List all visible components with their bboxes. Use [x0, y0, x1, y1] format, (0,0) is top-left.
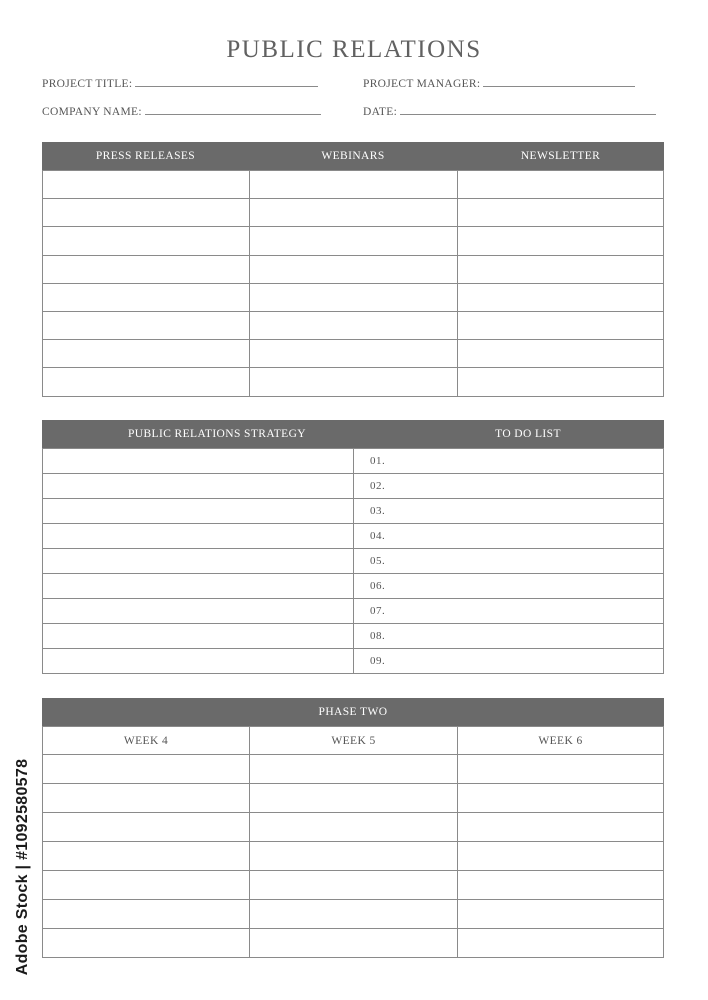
- writing-cell[interactable]: [250, 340, 458, 368]
- company-name-field: [42, 106, 321, 118]
- writing-cell[interactable]: [43, 755, 250, 784]
- todo-item[interactable]: [354, 499, 664, 524]
- strategy-table-header: [42, 420, 664, 448]
- writing-cell[interactable]: [43, 227, 250, 255]
- writing-cell[interactable]: [250, 900, 458, 929]
- todo-number: 08.: [370, 630, 386, 642]
- table-row: [43, 649, 664, 674]
- strategy-cell[interactable]: [43, 524, 354, 549]
- writing-cell[interactable]: [458, 813, 664, 842]
- table-row: [43, 813, 664, 842]
- todo-item[interactable]: [354, 624, 664, 649]
- webinars-header: WEBINARS: [321, 150, 385, 162]
- project-title-line[interactable]: [135, 86, 318, 87]
- writing-cell[interactable]: [250, 813, 458, 842]
- project-manager-line[interactable]: [483, 86, 635, 87]
- todo-number: 04.: [370, 530, 386, 542]
- todo-item[interactable]: [354, 549, 664, 574]
- date-field: [363, 106, 656, 118]
- table-row: [43, 227, 664, 255]
- table-row: [43, 256, 664, 284]
- writing-cell[interactable]: [458, 199, 664, 227]
- writing-cell[interactable]: [458, 784, 664, 813]
- strategy-cell[interactable]: [43, 574, 354, 599]
- writing-cell[interactable]: [250, 284, 458, 312]
- project-title-field: [42, 78, 318, 90]
- writing-cell[interactable]: [43, 171, 250, 199]
- table-row: [43, 624, 664, 649]
- writing-cell[interactable]: [250, 227, 458, 255]
- watermark-text: Adobe Stock | #1092580578: [14, 758, 31, 976]
- writing-cell[interactable]: [458, 284, 664, 312]
- company-name-line[interactable]: [145, 114, 321, 115]
- press-table-header: [42, 142, 664, 170]
- writing-cell[interactable]: [458, 171, 664, 199]
- writing-cell[interactable]: [458, 312, 664, 340]
- strategy-cell[interactable]: [43, 624, 354, 649]
- table-row: [43, 171, 664, 199]
- table-row: [43, 340, 664, 368]
- writing-cell[interactable]: [250, 256, 458, 284]
- table-row: [43, 871, 664, 900]
- strategy-cell[interactable]: [43, 449, 354, 474]
- table-row: [43, 549, 664, 574]
- writing-cell[interactable]: [43, 929, 250, 958]
- table-row: [43, 755, 664, 784]
- week-header: WEEK 5: [250, 727, 458, 755]
- writing-cell[interactable]: [250, 929, 458, 958]
- table-row: [43, 900, 664, 929]
- table-row: [43, 499, 664, 524]
- writing-cell[interactable]: [458, 842, 664, 871]
- company-name-label: COMPANY NAME:: [42, 106, 142, 118]
- writing-cell[interactable]: [43, 312, 250, 340]
- writing-cell[interactable]: [458, 871, 664, 900]
- todo-number: 01.: [370, 455, 386, 467]
- week-header: WEEK 6: [458, 727, 664, 755]
- project-manager-label: PROJECT MANAGER:: [363, 78, 481, 90]
- week-header: WEEK 4: [43, 727, 250, 755]
- writing-cell[interactable]: [43, 256, 250, 284]
- todo-item[interactable]: [354, 649, 664, 674]
- writing-cell[interactable]: [250, 842, 458, 871]
- writing-cell[interactable]: [458, 929, 664, 958]
- phase-table: [42, 698, 664, 958]
- writing-cell[interactable]: [43, 340, 250, 368]
- todo-number: 02.: [370, 480, 386, 492]
- writing-cell[interactable]: [43, 900, 250, 929]
- writing-cell[interactable]: [43, 284, 250, 312]
- table-row: [43, 284, 664, 312]
- table-row: [43, 199, 664, 227]
- newsletter-header: NEWSLETTER: [520, 150, 601, 162]
- table-row: [43, 599, 664, 624]
- writing-cell[interactable]: [250, 312, 458, 340]
- project-manager-field: [363, 78, 635, 90]
- todo-item[interactable]: [354, 574, 664, 599]
- date-label: DATE:: [363, 106, 398, 118]
- strategy-cell[interactable]: [43, 499, 354, 524]
- table-row: [43, 524, 664, 549]
- table-row: [43, 312, 664, 340]
- project-title-label: PROJECT TITLE:: [42, 78, 133, 90]
- todo-number: 06.: [370, 580, 386, 592]
- todo-number: 05.: [370, 555, 386, 567]
- strategy-cell[interactable]: [43, 649, 354, 674]
- table-row: [43, 574, 664, 599]
- strategy-cell[interactable]: [43, 549, 354, 574]
- todo-item[interactable]: [354, 599, 664, 624]
- writing-cell[interactable]: [458, 900, 664, 929]
- todo-item[interactable]: [354, 449, 664, 474]
- table-row: [43, 929, 664, 958]
- writing-cell[interactable]: [43, 842, 250, 871]
- writing-cell[interactable]: [458, 755, 664, 784]
- press-table: [42, 142, 664, 397]
- strategy-cell[interactable]: [43, 599, 354, 624]
- todo-number: 03.: [370, 505, 386, 517]
- writing-cell[interactable]: [458, 227, 664, 255]
- writing-cell[interactable]: [250, 171, 458, 199]
- pr-strategy-header: PUBLIC RELATIONS STRATEGY: [127, 428, 307, 440]
- writing-cell[interactable]: [250, 755, 458, 784]
- writing-cell[interactable]: [250, 871, 458, 900]
- strategy-cell[interactable]: [43, 474, 354, 499]
- writing-cell[interactable]: [458, 368, 664, 396]
- page-title: PUBLIC RELATIONS: [226, 36, 482, 63]
- writing-cell[interactable]: [43, 871, 250, 900]
- writing-cell[interactable]: [43, 813, 250, 842]
- strategy-table-grid: [42, 448, 664, 674]
- stock-watermark: [12, 752, 34, 982]
- table-row: [43, 449, 664, 474]
- writing-cell[interactable]: [458, 340, 664, 368]
- press-table-grid: [42, 170, 664, 397]
- table-row: [43, 784, 664, 813]
- writing-cell[interactable]: [458, 256, 664, 284]
- writing-cell[interactable]: [43, 199, 250, 227]
- press-releases-header: PRESS RELEASES: [95, 150, 196, 162]
- table-row: [43, 368, 664, 396]
- todo-item[interactable]: [354, 474, 664, 499]
- todo-number: 09.: [370, 655, 386, 667]
- todo-item[interactable]: [354, 524, 664, 549]
- week-header-row: [43, 727, 664, 755]
- writing-cell[interactable]: [250, 368, 458, 396]
- todo-number: 07.: [370, 605, 386, 617]
- phase-two-header: PHASE TWO: [318, 706, 388, 718]
- writing-cell[interactable]: [250, 199, 458, 227]
- todo-list-header: TO DO LIST: [495, 428, 561, 440]
- table-row: [43, 474, 664, 499]
- strategy-table: [42, 420, 664, 674]
- writing-cell[interactable]: [250, 784, 458, 813]
- table-row: [43, 842, 664, 871]
- phase-table-header: [42, 698, 664, 726]
- writing-cell[interactable]: [43, 368, 250, 396]
- writing-cell[interactable]: [43, 784, 250, 813]
- phase-table-grid: [42, 726, 664, 958]
- date-line[interactable]: [400, 114, 656, 115]
